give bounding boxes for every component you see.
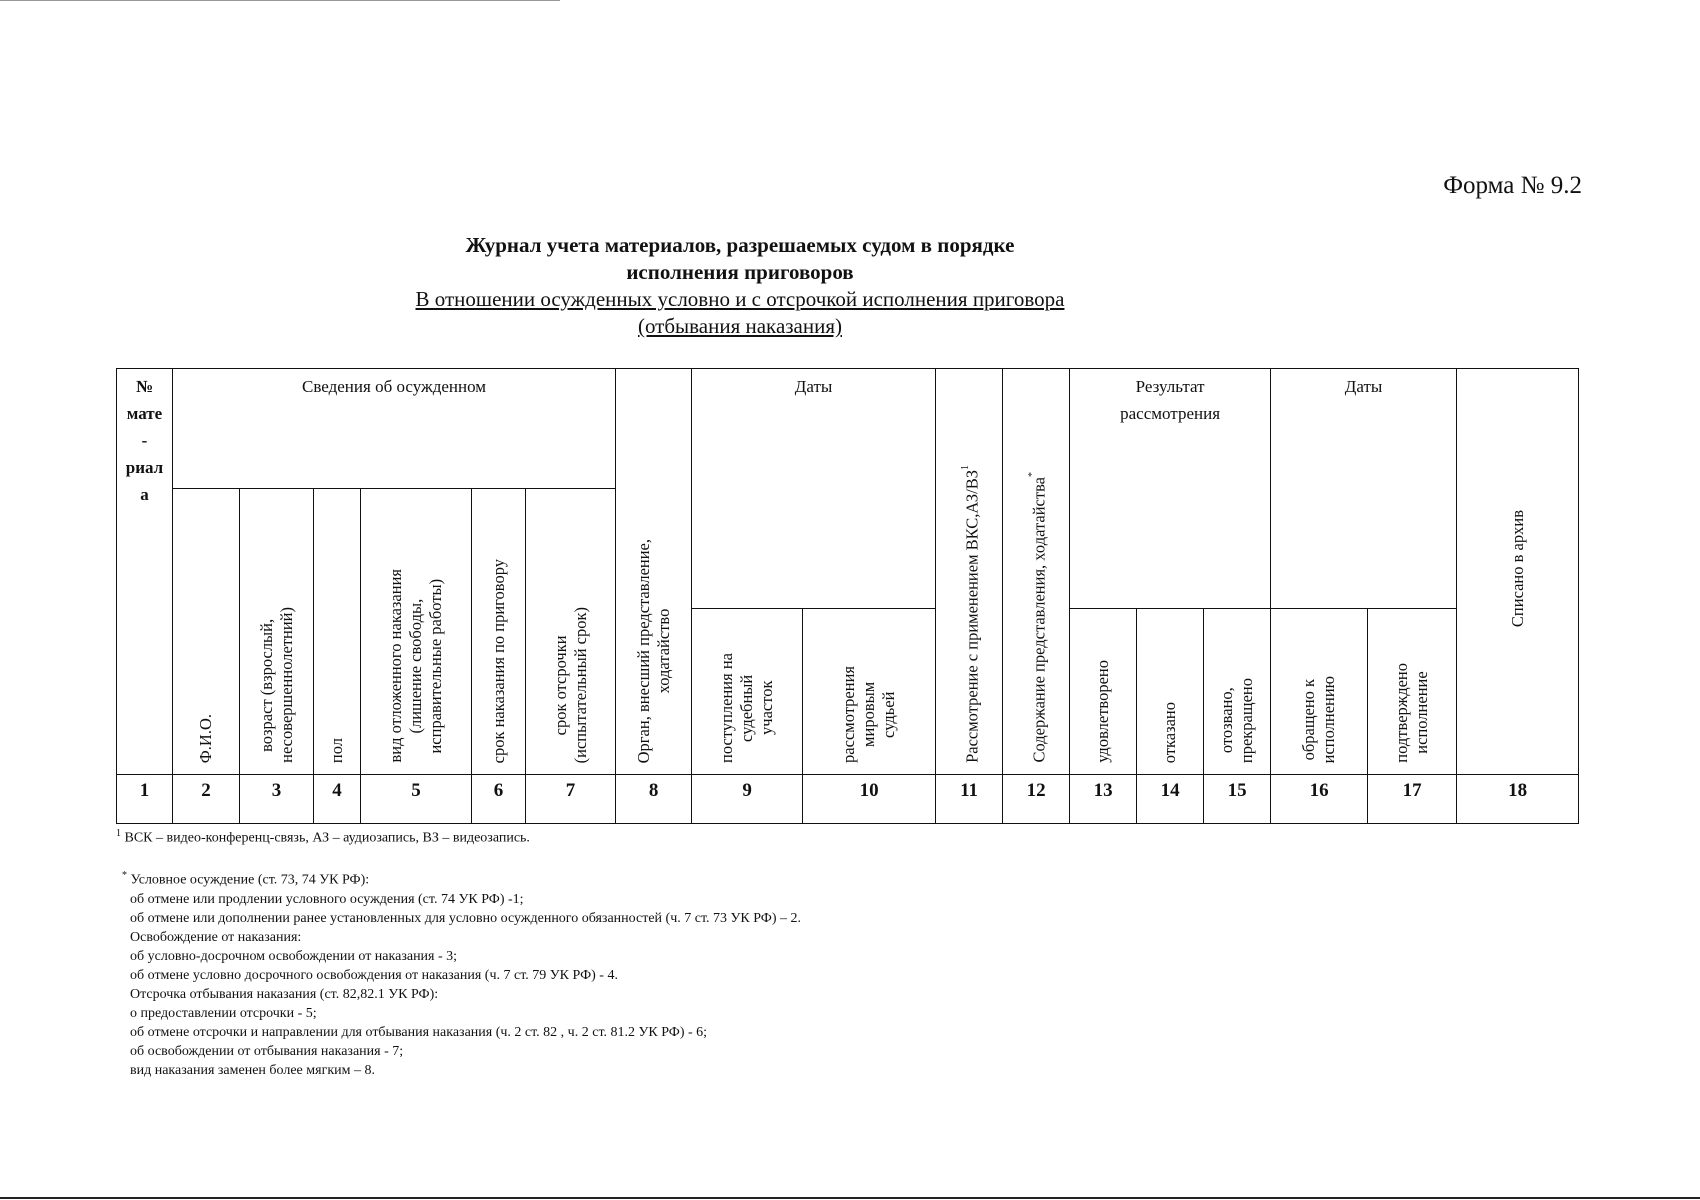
col8-label [634, 533, 674, 769]
col12-text: Содержание представления, ходатайства [1029, 477, 1049, 763]
footnote2-line: Отсрочка отбывания наказания (ст. 82,82.1 УК РФ): [130, 986, 439, 1002]
header-col-6 [472, 489, 526, 775]
title-line-1: Журнал учета материалов, разрешаемых судом в порядке [465, 233, 1015, 257]
column-number: 14 [1137, 775, 1204, 824]
footnote2-line: вид наказания заменен более мягким – 8. [130, 1062, 375, 1078]
col3-line-1: возраст (взрослый, [256, 618, 276, 752]
column-number: 16 [1271, 775, 1368, 824]
header-col-11 [936, 369, 1003, 775]
group-result-label [1070, 369, 1270, 427]
column-number: 11 [936, 775, 1003, 824]
header-col-17 [1368, 609, 1457, 775]
col11-text: Рассмотрение с применением ВКС,АЗ/ВЗ [962, 470, 982, 763]
col5-line-3: исправительные работы) [426, 578, 445, 754]
header-col-8 [616, 369, 692, 775]
col16-line-2: исполнению [1319, 675, 1339, 763]
col18-label: Списано в архив [1507, 510, 1527, 628]
header-col-7 [526, 489, 616, 775]
footnote2-line: об отмене условно досрочного освобождения от наказания (ч. 7 ст. 79 УК РФ) - 4. [130, 967, 618, 983]
col7-line-2: (испытательный срок) [570, 606, 590, 763]
col4-label: пол [327, 737, 346, 763]
column-number: 10 [803, 775, 936, 824]
col9-line-1: поступления на [717, 653, 737, 763]
header-col-1 [117, 369, 173, 775]
column-number: 2 [173, 775, 240, 824]
header-col-5 [361, 489, 472, 775]
footnote-abbreviations [116, 828, 530, 847]
header-group-dates-1 [692, 369, 936, 609]
column-number: 17 [1368, 775, 1457, 824]
col1-line-3: - [141, 431, 148, 450]
header-group-result [1070, 369, 1271, 609]
header-col-12 [1003, 369, 1070, 775]
column-number: 3 [240, 775, 314, 824]
title-line-4: (отбывания наказания) [637, 314, 843, 338]
col10-line-2: мировым [859, 681, 879, 748]
group-dates-1-label: Даты [794, 377, 833, 396]
column-number: 9 [692, 775, 803, 824]
header-col-14 [1137, 609, 1204, 775]
header-col-15 [1204, 609, 1271, 775]
title-line-2: исполнения приговоров [626, 260, 854, 284]
title-line-3: В отношении осужденных условно и с отсрочкой исполнения приговора [415, 287, 1065, 311]
group-convict-label: Сведения об осужденном [302, 377, 487, 396]
col14-label: отказано [1160, 701, 1180, 763]
journal-table [116, 368, 1579, 824]
col9-line-3: участок [757, 680, 777, 736]
column-number: 13 [1070, 775, 1137, 824]
footnote2-line: об освобождении от отбывания наказания - 7; [130, 1043, 404, 1059]
col11-sup: 1 [959, 465, 971, 471]
column-number: 8 [616, 775, 692, 824]
header-group-dates-2 [1271, 369, 1457, 609]
footnote2-line: об отмене отсрочки и направлении для отбывания наказания (ч. 2 ст. 82 , ч. 2 ст. 81.2 УК РФ) - 6; [130, 1024, 708, 1040]
col15-label [1217, 672, 1257, 769]
footnote2-line: Освобождение от наказания: [130, 929, 302, 945]
footnote2-line: о предоставлении отсрочки - 5; [130, 1005, 317, 1021]
col9-label [717, 647, 777, 769]
col12-sup: * [1026, 472, 1038, 478]
column-number: 7 [526, 775, 616, 824]
group-result-line-1: Результат [1135, 377, 1205, 396]
header-col-2 [173, 489, 240, 775]
footnote1-marker: 1 [116, 828, 121, 839]
col13-label: удовлетворено [1093, 660, 1113, 763]
col3-line-2: несовершеннолетний) [276, 607, 296, 763]
footnote2-line: об условно-досрочном освобождении от наказания - 3; [130, 948, 458, 964]
column-number: 18 [1457, 775, 1579, 824]
header-col-9 [692, 609, 803, 775]
col12-label [1023, 466, 1050, 769]
col15-line-2: прекращено [1237, 677, 1257, 763]
col5-line-1: вид отложенного наказания [386, 569, 405, 763]
col16-line-1: обращено к [1299, 678, 1319, 761]
col16-label [1299, 670, 1339, 769]
scan-bottom-edge [0, 1197, 1700, 1199]
col2-label: Ф.И.О. [196, 713, 215, 763]
col7-label [551, 601, 591, 769]
col10-line-3: судьей [879, 691, 899, 738]
header-col-4 [314, 489, 361, 775]
col1-line-2: мате [126, 404, 163, 423]
header-col-3 [240, 489, 314, 775]
footnote-request-types [122, 866, 801, 1080]
footnote2-line: об отмене или продлении условного осуждения (ст. 74 УК РФ) -1; [130, 891, 524, 907]
column-number: 15 [1204, 775, 1271, 824]
footnote2-line: * Условное осуждение (ст. 73, 74 УК РФ): [122, 870, 370, 888]
col8-line-2: ходатайство [653, 608, 673, 694]
col10-line-1: рассмотрения [839, 666, 859, 763]
header-col-18 [1457, 369, 1579, 775]
column-number: 12 [1003, 775, 1070, 824]
col17-label [1392, 657, 1432, 769]
col1-line-5: а [140, 485, 149, 504]
group-result-line-2: рассмотрения [1120, 404, 1221, 423]
col17-line-1: подтверждено [1392, 663, 1412, 763]
header-col-16 [1271, 609, 1368, 775]
column-number: 6 [472, 775, 526, 824]
header-group-convict [173, 369, 616, 489]
col5-line-2: (лишение свободы, [406, 598, 425, 734]
footnote2-marker: * [122, 870, 127, 881]
footnote2-line: об отмене или дополнении ранее установленных для условно осужденного обязанностей (ч. 7 ст. 73 УК РФ) – 2. [130, 910, 802, 926]
column-number: 4 [314, 775, 361, 824]
column-number: 1 [117, 775, 173, 824]
form-number: Форма № 9.2 [1443, 172, 1582, 199]
col15-line-1: отозвано, [1217, 687, 1237, 754]
col17-line-2: исполнение [1412, 671, 1432, 755]
col1-line-1: № [135, 377, 154, 396]
col3-label [257, 601, 297, 769]
header-row-1 [117, 369, 1579, 489]
col7-line-1: срок отсрочки [550, 634, 570, 735]
group-dates-2-label: Даты [1344, 377, 1383, 396]
footnote1-text: ВСК – видео-конференц-связь, АЗ – аудиозапись, ВЗ – видеозапись. [121, 830, 530, 846]
col5-label [386, 563, 446, 769]
col6-label: срок наказания по приговору [488, 558, 508, 763]
header-col-10 [803, 609, 936, 775]
col11-label [956, 459, 983, 769]
column-number: 5 [361, 775, 472, 824]
col10-label [839, 660, 899, 769]
col9-line-2: судебный [737, 674, 757, 742]
col8-line-1: Орган, внесший представление, [633, 538, 653, 763]
journal-title [300, 232, 1180, 340]
col1-line-4: риал [125, 458, 164, 477]
header-col-13 [1070, 609, 1137, 775]
column-number-row [117, 775, 1579, 824]
scan-edge-line [0, 0, 560, 1]
